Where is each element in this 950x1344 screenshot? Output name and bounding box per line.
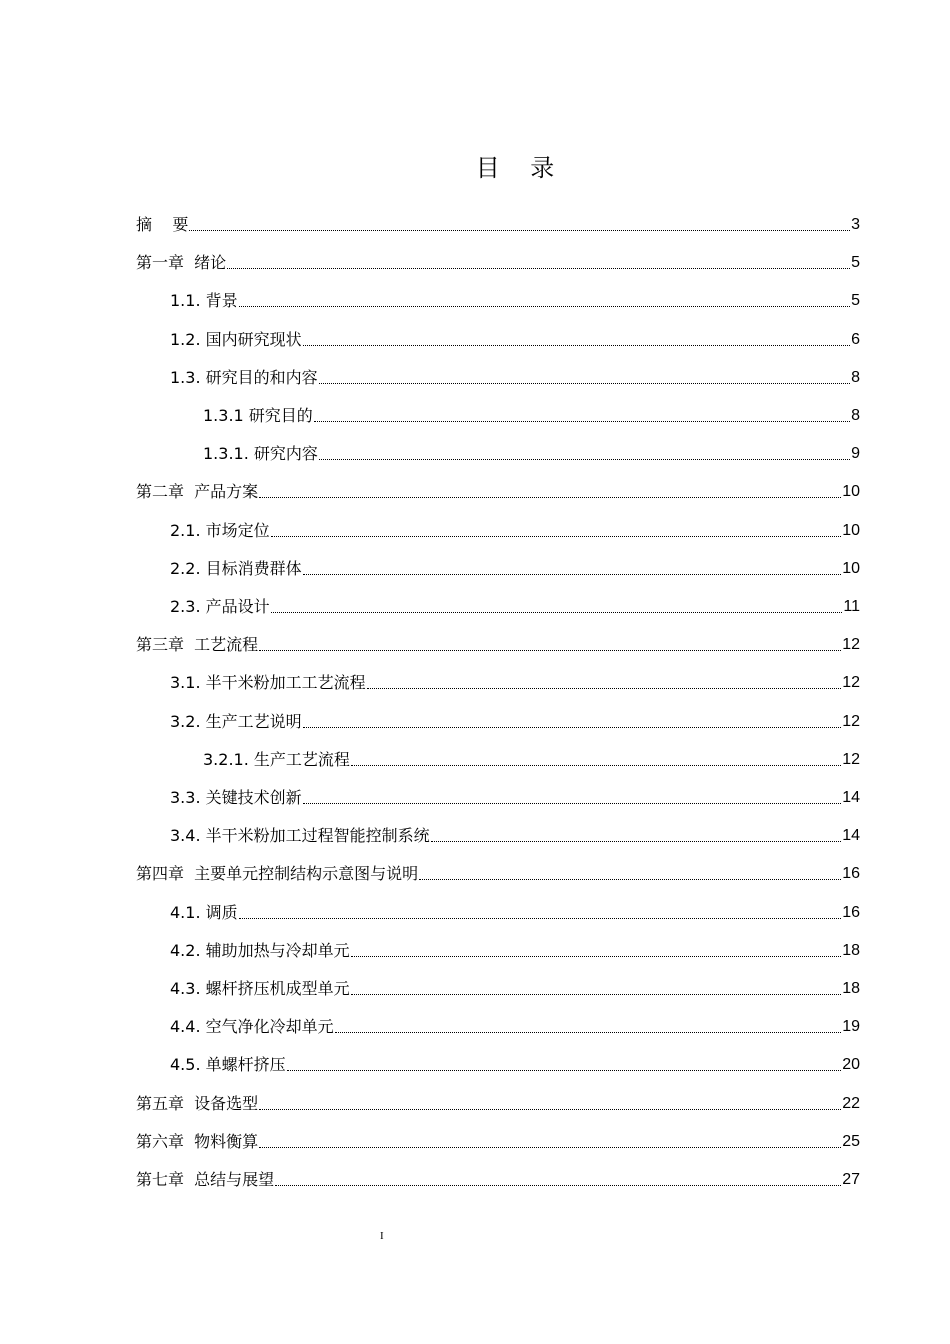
- toc-entry-label: 3.3. 关键技术创新: [170, 788, 302, 807]
- toc-entry-label: 4.4. 空气净化冷却单元: [170, 1017, 334, 1037]
- dot-leader: [271, 535, 842, 537]
- dot-leader: [319, 458, 850, 460]
- toc-entry-label: 摘 要: [136, 215, 189, 234]
- toc-entry-page-number: 27: [842, 1171, 860, 1188]
- toc-entry[interactable]: [136, 464, 860, 502]
- toc-entry-label: 3.4. 半干米粉加工过程智能控制系统: [170, 826, 430, 846]
- toc-entry-page-number: 22: [842, 1094, 860, 1112]
- toc-entry-page-number: 3: [851, 216, 860, 233]
- toc-entry-page-number: 18: [842, 941, 860, 959]
- toc-entry-label: 3.2. 生产工艺说明: [170, 711, 302, 731]
- toc-entry-label: 1.1. 背景: [170, 291, 238, 311]
- toc-entry-page-number: 16: [842, 865, 860, 883]
- toc-entry[interactable]: [136, 235, 860, 273]
- toc-entry[interactable]: [170, 503, 860, 541]
- toc-entry-label: 第三章 工艺流程: [136, 635, 259, 655]
- toc-entry-label: 1.2. 国内研究现状: [170, 329, 302, 349]
- toc-entry-label: 3.1. 半干米粉加工工艺流程: [170, 673, 366, 693]
- toc-entry[interactable]: [136, 1076, 860, 1114]
- dot-leader: [431, 840, 842, 842]
- dot-leader: [419, 878, 841, 880]
- toc-entry-label: 1.3.1 研究目的: [203, 406, 313, 425]
- dot-leader: [351, 993, 842, 995]
- toc-entry[interactable]: [203, 732, 860, 770]
- toc-entry-label: 第二章 产品方案: [136, 482, 259, 502]
- toc-entry-label: 2.2. 目标消费群体: [170, 558, 302, 578]
- toc-entry[interactable]: [170, 694, 860, 732]
- toc-entry-label: 1.3. 研究目的和内容: [170, 367, 318, 387]
- toc-entry[interactable]: [170, 808, 860, 846]
- toc-entry-label: 第五章 设备选型: [136, 1093, 259, 1113]
- toc-entry[interactable]: [170, 770, 860, 808]
- dot-leader: [303, 802, 842, 804]
- toc-entry[interactable]: [170, 923, 860, 961]
- dot-leader: [335, 1031, 842, 1033]
- toc-entry-page-number: 12: [842, 712, 860, 730]
- toc-entry-label: 4.3. 螺杆挤压机成型单元: [170, 979, 350, 998]
- toc-entry[interactable]: [136, 846, 860, 884]
- dot-leader: [351, 764, 841, 766]
- dot-leader: [303, 573, 842, 575]
- dot-leader: [239, 917, 842, 919]
- dot-leader: [271, 611, 843, 613]
- toc-entry-page-number: 14: [842, 789, 860, 806]
- dot-leader: [259, 649, 841, 651]
- toc-entry[interactable]: [170, 655, 860, 693]
- toc-entry[interactable]: [170, 350, 860, 388]
- dot-leader: [227, 267, 850, 269]
- toc-entry-page-number: 12: [842, 674, 860, 692]
- toc-entry-page-number: 10: [842, 559, 860, 577]
- toc-entry-page-number: 25: [842, 1132, 860, 1150]
- toc-entry-label: 第四章 主要单元控制结构示意图与说明: [136, 864, 419, 884]
- toc-entry-page-number: 11: [843, 598, 860, 615]
- dot-leader: [189, 229, 850, 231]
- dot-leader: [351, 955, 842, 957]
- toc-entry-page-number: 10: [842, 483, 860, 501]
- toc-entry-page-number: 20: [842, 1056, 860, 1074]
- toc-entry[interactable]: [170, 579, 860, 617]
- toc-entry-label: 4.5. 单螺杆挤压: [170, 1055, 286, 1075]
- toc-entry-label: 1.3.1. 研究内容: [203, 444, 318, 464]
- toc-entry[interactable]: [136, 1114, 860, 1152]
- toc-entry-label: 3.2.1. 生产工艺流程: [203, 749, 350, 769]
- dot-leader: [259, 496, 841, 498]
- toc-entry[interactable]: [170, 961, 860, 999]
- toc-entry-label: 2.3. 产品设计: [170, 597, 270, 616]
- toc-entry[interactable]: [170, 999, 860, 1037]
- toc-entry[interactable]: [170, 273, 860, 311]
- toc-entry-page-number: 16: [842, 903, 860, 921]
- toc-entry[interactable]: [170, 312, 860, 350]
- dot-leader: [239, 305, 850, 307]
- toc-entry-page-number: 14: [842, 827, 860, 845]
- toc-entry-page-number: 8: [851, 368, 860, 386]
- dot-leader: [259, 1108, 841, 1110]
- toc-entry[interactable]: [136, 617, 860, 655]
- toc-entry-label: 4.1. 调质: [170, 902, 238, 922]
- toc-entry[interactable]: [203, 426, 860, 464]
- toc-entry-page-number: 5: [851, 292, 860, 310]
- toc-entry-page-number: 6: [851, 330, 860, 348]
- toc-entry-page-number: 5: [851, 254, 860, 272]
- toc-entry-page-number: 8: [851, 407, 860, 424]
- footer-page-number: I: [380, 1230, 384, 1242]
- dot-leader: [303, 344, 850, 346]
- dot-leader: [287, 1069, 842, 1071]
- dot-leader: [303, 726, 842, 728]
- toc-entry[interactable]: [136, 197, 860, 235]
- dot-leader: [367, 687, 842, 689]
- toc-entry[interactable]: [136, 1152, 860, 1190]
- toc-entry-label: 第一章 绪论: [136, 253, 227, 273]
- toc-entry-label: 第六章 物料衡算: [136, 1131, 259, 1151]
- toc-entry-label: 2.1. 市场定位: [170, 520, 270, 540]
- toc-entry-page-number: 12: [842, 636, 860, 654]
- toc-entry-label: 4.2. 辅助加热与冷却单元: [170, 940, 350, 960]
- toc-entry[interactable]: [203, 388, 860, 426]
- toc-entry[interactable]: [170, 1037, 860, 1075]
- toc-title: 目 录: [475, 154, 555, 182]
- dot-leader: [259, 1146, 841, 1148]
- dot-leader: [319, 382, 850, 384]
- toc-entry-page-number: 12: [842, 750, 860, 768]
- toc-entry-page-number: 10: [842, 521, 860, 539]
- toc-entry-page-number: 19: [842, 1018, 860, 1036]
- toc-entry-page-number: 9: [851, 445, 860, 463]
- toc-entry[interactable]: [170, 885, 860, 923]
- dot-leader: [314, 420, 850, 422]
- toc-entry-page-number: 18: [842, 980, 860, 997]
- toc-entry-label: 第七章 总结与展望: [136, 1170, 275, 1189]
- dot-leader: [275, 1184, 841, 1186]
- toc-entry[interactable]: [170, 541, 860, 579]
